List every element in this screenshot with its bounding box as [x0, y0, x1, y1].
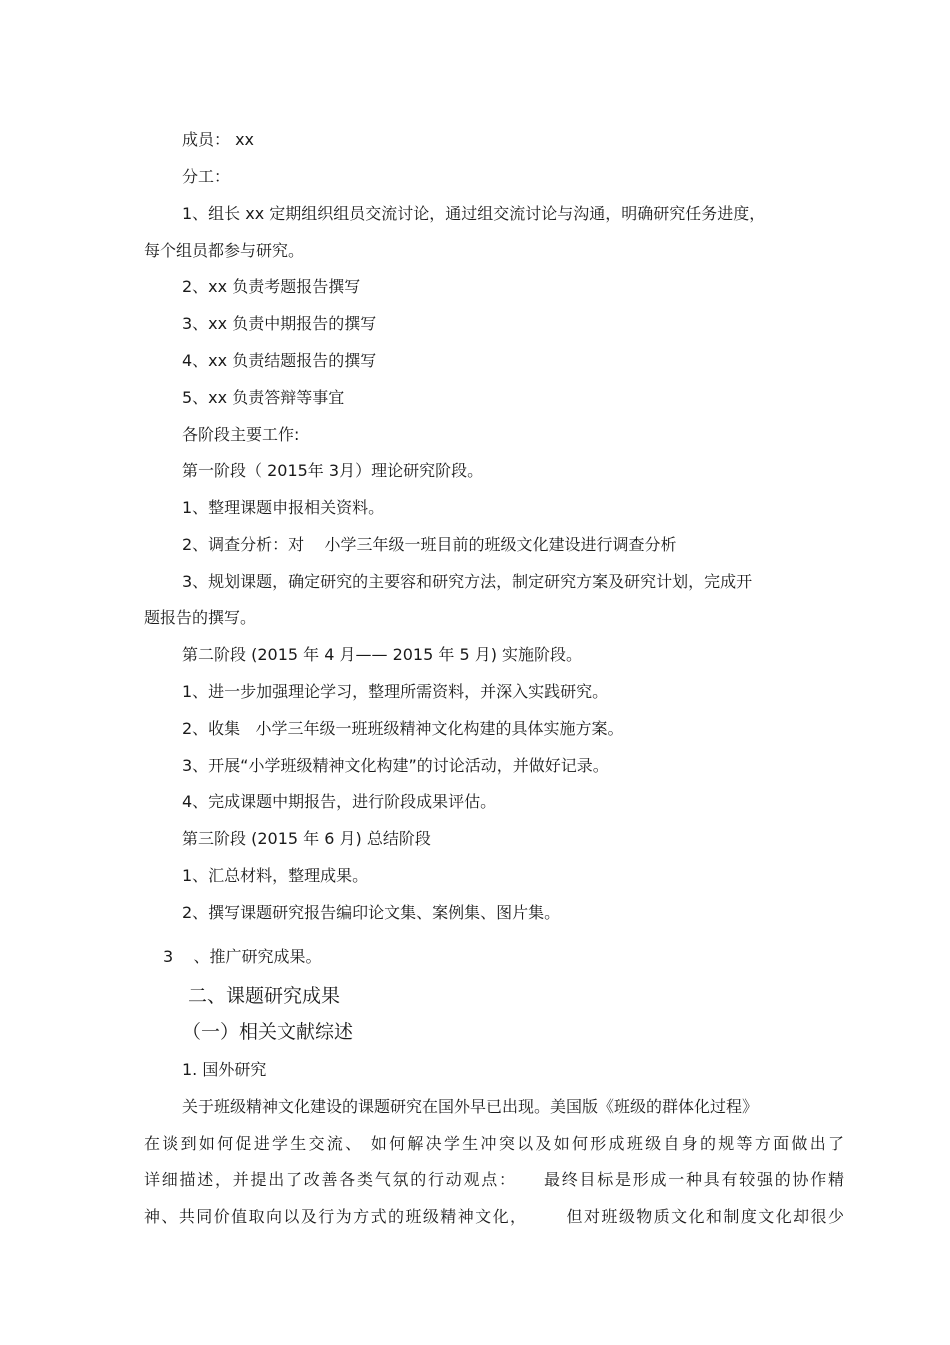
duty-item-3: 3、xx 负责中期报告的撰写	[182, 314, 377, 333]
paragraph-line-4: 神、共同价值取向以及行为方式的班级精神文化， 但对班级物质文化和制度文化却很少	[144, 1207, 844, 1226]
subsection-heading: （一）相关文献综述	[182, 1021, 354, 1043]
stage-3-item-2: 2、撰写课题研究报告编印论文集、案例集、图片集。	[182, 903, 561, 922]
section-heading: 二、课题研究成果	[188, 985, 341, 1007]
stage-2-item-2: 2、收集 小学三年级一班班级精神文化构建的具体实施方案。	[182, 719, 624, 738]
stage-1-heading: 第一阶段（ 2015年 3月）理论研究阶段。	[182, 461, 484, 480]
stage-1-item-3: 3、规划课题，确定研究的主要容和研究方法，制定研究方案及研究计划，完成开	[182, 572, 753, 591]
stage-2-item-3: 3、开展“小学班级精神文化构建”的讨论活动，并做好记录。	[182, 756, 609, 775]
stages-heading: 各阶段主要工作:	[182, 425, 300, 444]
duty-item-5: 5、xx 负责答辩等事宜	[182, 388, 345, 407]
stage-3-item-1: 1、汇总材料，整理成果。	[182, 866, 369, 885]
duty-item-2: 2、xx 负责考题报告撰写	[182, 277, 361, 296]
stage-2-heading: 第二阶段 (2015 年 4 月—— 2015 年 5 月) 实施阶段。	[182, 645, 583, 664]
stage-1-item-3-continued: 题报告的撰写。	[144, 608, 257, 627]
foreign-research-heading: 1. 国外研究	[182, 1060, 267, 1079]
duty-item-1: 1、组长 xx 定期组织组员交流讨论，通过组交流讨论与沟通，明确研究任务进度，	[182, 204, 766, 223]
stage-1-item-2: 2、调查分析：对 小学三年级一班目前的班级文化建设进行调查分析	[182, 535, 677, 554]
members-line: 成员： xx	[182, 130, 255, 149]
stage-3-heading: 第三阶段 (2015 年 6 月) 总结阶段	[182, 829, 431, 848]
duty-item-4: 4、xx 负责结题报告的撰写	[182, 351, 377, 370]
stage-2-item-4: 4、完成课题中期报告，进行阶段成果评估。	[182, 792, 497, 811]
stage-2-item-1: 1、进一步加强理论学习，整理所需资料，并深入实践研究。	[182, 682, 609, 701]
duty-item-1-continued: 每个组员都参与研究。	[144, 241, 305, 260]
stage-3-item-3: 3 、推广研究成果。	[163, 947, 322, 966]
paragraph-line-1: 关于班级精神文化建设的课题研究在国外早已出现。美国版《班级的群体化过程》	[182, 1097, 759, 1116]
paragraph-line-2: 在谈到如何促进学生交流、 如何解决学生冲突以及如何形成班级自身的规等方面做出了	[144, 1134, 844, 1153]
division-heading: 分工：	[182, 167, 231, 186]
paragraph-line-3: 详细描述，并提出了改善各类气氛的行动观点： 最终目标是形成一种具有较强的协作精	[144, 1170, 844, 1189]
stage-1-item-1: 1、整理课题申报相关资料。	[182, 498, 385, 517]
